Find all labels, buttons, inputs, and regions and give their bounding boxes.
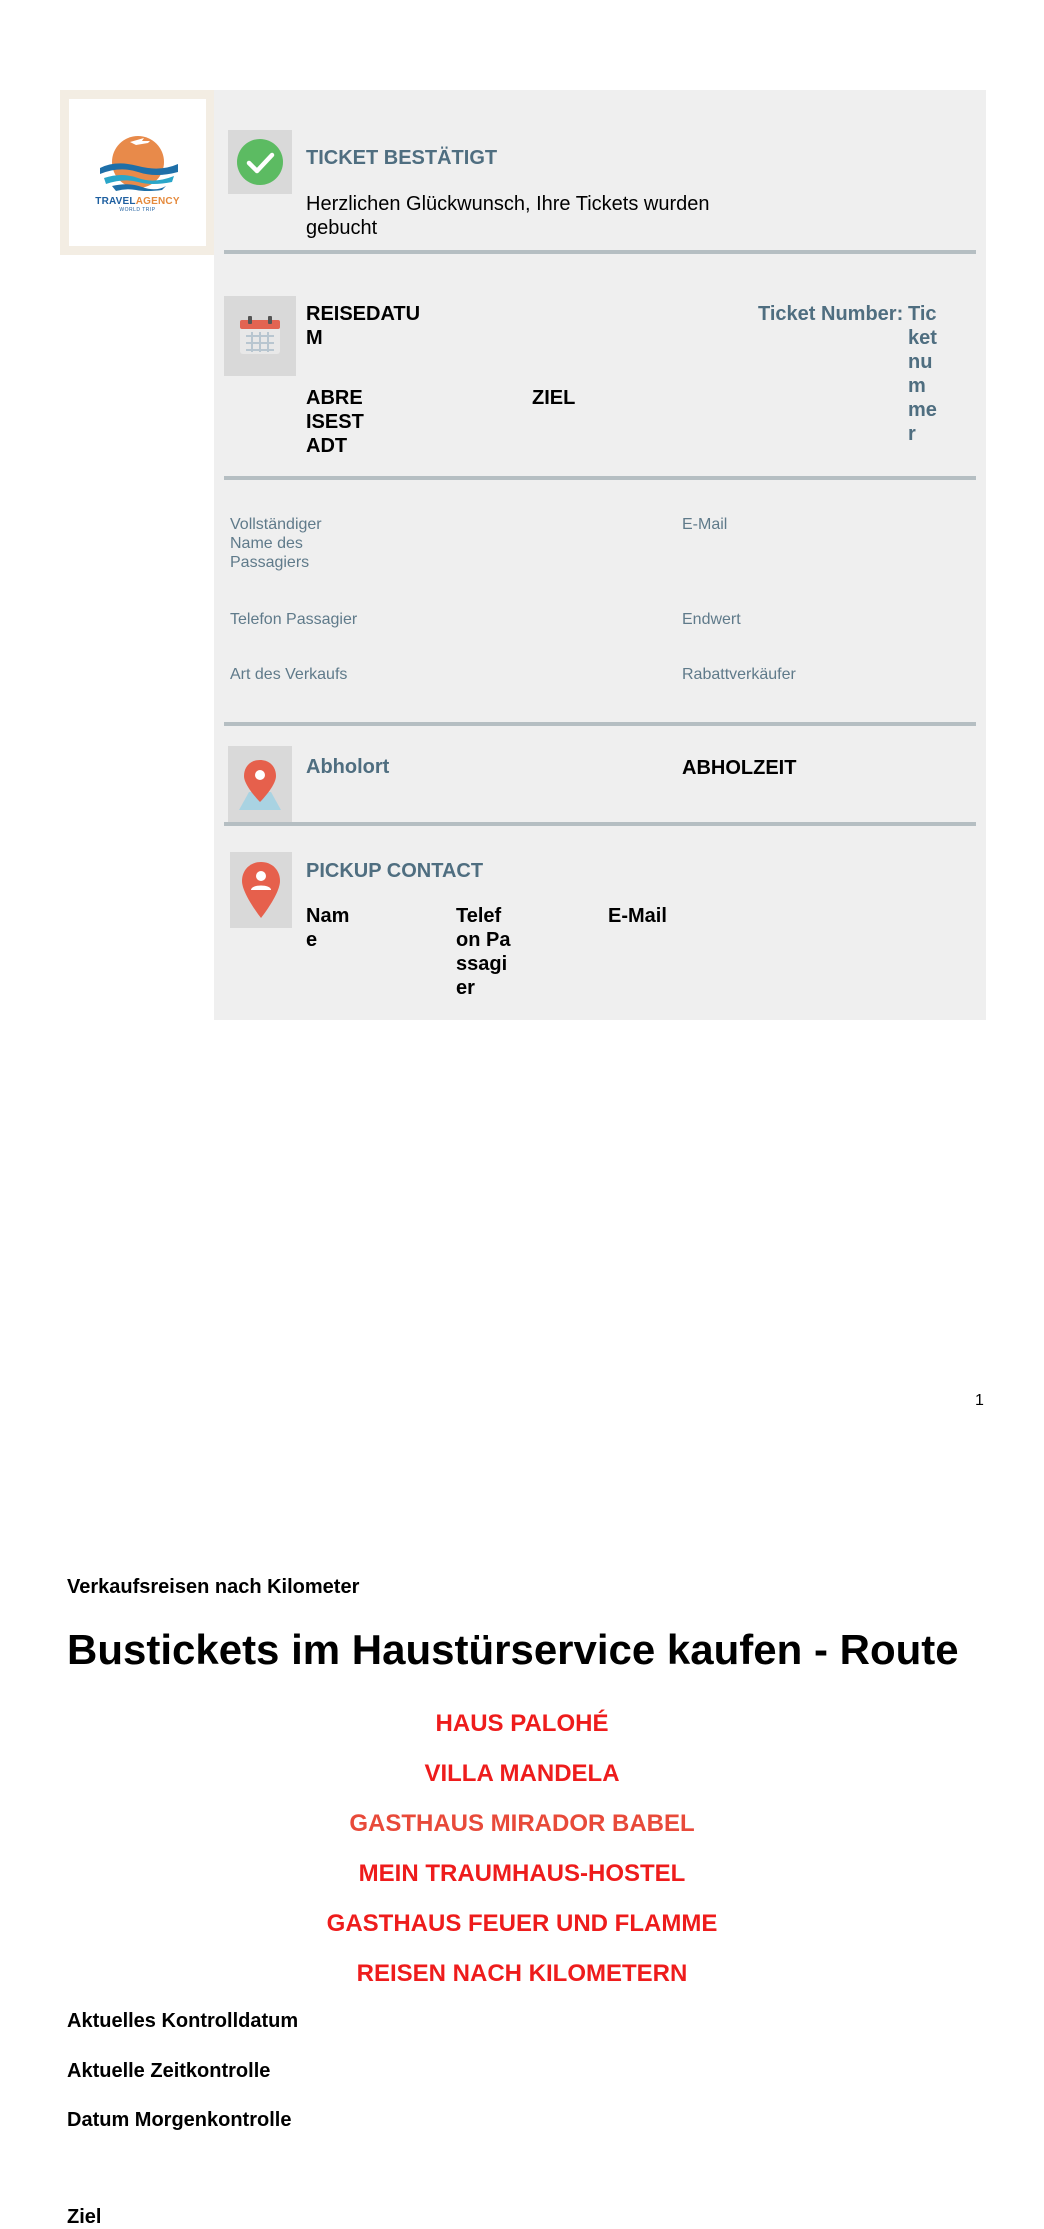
logo-wordmark: TRAVELAGENCY (95, 196, 180, 207)
passenger-name-label: Vollständiger Name des Passagiers (230, 516, 322, 571)
route-stop: MEIN TRAUMHAUS-HOSTEL (358, 1860, 686, 1887)
passenger-email-label: E-Mail (682, 516, 728, 533)
route-stop: GASTHAUS MIRADOR BABEL (349, 1810, 695, 1837)
contact-phone-label: Telefon Passagier (456, 905, 511, 999)
route-stop: HAUS PALOHÉ (435, 1710, 609, 1737)
route-stop: VILLA MANDELA (424, 1760, 620, 1787)
contact-name-label: Name (306, 905, 350, 951)
passenger-phone-label: Telefon Passagier (230, 611, 358, 628)
checkmark-icon (236, 138, 284, 186)
route-stop-list (0, 1706, 1044, 2006)
discount-seller-label: Rabattverkäufer (682, 666, 796, 683)
logo-frame (60, 90, 215, 255)
divider (224, 822, 976, 826)
confirm-icon-box (228, 130, 292, 194)
travel-date-label: REISEDATUM (306, 303, 421, 349)
current-time-control-label: Aktuelle Zeitkontrolle (67, 2060, 271, 2082)
divider (224, 476, 976, 480)
pickup-place-label: Abholort (306, 756, 390, 778)
route-title: Bustickets im Haustürservice kaufen - Route (67, 1626, 959, 1673)
current-control-date-label: Aktuelles Kontrolldatum (67, 2010, 299, 2032)
contact-icon-box (230, 852, 292, 928)
ticket-number-value: Ticketnummer (908, 303, 937, 445)
calendar-icon (238, 314, 282, 358)
route-stop: REISEN NACH KILOMETERN (356, 1960, 688, 1987)
morning-control-date-label: Datum Morgenkontrolle (67, 2109, 292, 2131)
departure-city-label: ABREISESTADT (306, 387, 364, 457)
calendar-icon-box (224, 296, 296, 376)
travel-agency-logo (69, 99, 206, 246)
ticket-confirmed-heading: TICKET BESTÄTIGT (306, 147, 498, 169)
final-value-label: Endwert (682, 611, 741, 628)
contact-pin-icon (240, 860, 282, 920)
route-stop: GASTHAUS FEUER UND FLAMME (326, 1910, 718, 1937)
destination-label: ZIEL (532, 387, 576, 409)
destination-label-partial: Ziel (67, 2206, 102, 2228)
ticket-number-label: Ticket Number: (758, 303, 904, 325)
map-pin-icon (235, 756, 285, 812)
logo-subline: WORLD TRIP (119, 207, 156, 213)
divider (224, 250, 976, 254)
sunset-waves-logo-icon (86, 132, 190, 194)
section-label: Verkaufsreisen nach Kilometer (67, 1576, 360, 1598)
ticket-card (214, 90, 986, 1020)
pickup-time-label: ABHOLZEIT (682, 757, 797, 779)
divider (224, 722, 976, 726)
pickup-place-icon-box (228, 746, 292, 822)
sale-type-label: Art des Verkaufs (230, 666, 348, 683)
pickup-contact-heading: PICKUP CONTACT (306, 860, 484, 882)
confirmation-message: Herzlichen Glückwunsch, Ihre Tickets wurden gebucht (306, 193, 710, 239)
contact-email-label: E-Mail (608, 905, 667, 927)
page-number: 1 (975, 1392, 984, 1409)
